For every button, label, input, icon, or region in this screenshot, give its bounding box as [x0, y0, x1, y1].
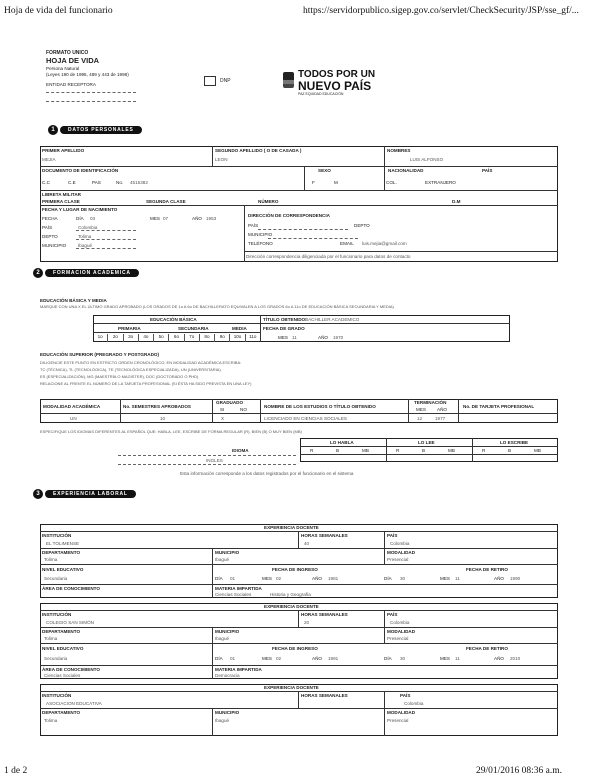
habla-r: R [310, 448, 314, 453]
grades-row [93, 334, 260, 342]
fecha-ingreso-label: FECHA DE INGRESO [272, 567, 318, 572]
lee-b: B [422, 448, 426, 453]
retiro-dia-value: 30 [400, 656, 406, 661]
section-1-header [48, 125, 142, 135]
print-datetime: 29/01/2016 08:36 a.m. [476, 766, 563, 776]
retiro-mes-value: 11 [455, 576, 460, 581]
section-label: FORMACION ACADEMICA [45, 269, 139, 277]
grade-cell: 4o [139, 334, 154, 342]
lee-r: R [396, 448, 400, 453]
institucion-label: INSTITUCIÓN [42, 693, 72, 698]
grade-cell: 11o [249, 334, 257, 339]
institucion-value: ASOCIACION EDUCATIVA [46, 701, 102, 706]
direccion-label: DIRECCIÓN DE CORRESPONDENCIA [248, 213, 330, 218]
media-label: MEDIA [232, 326, 247, 331]
superior-line: DILIGENCIE ESTE PUNTO EN ESTRICTO ORDEN CRONOLÓGICO, EN MODALIDAD ACADÉMICA ESCRIBA: [40, 360, 242, 365]
doc-no-value: 4515382 [130, 180, 148, 185]
email-value: luis.mejia@gmail.com [362, 241, 407, 246]
grade-cell: 1o [93, 334, 108, 342]
habla-mb: MB [362, 448, 369, 453]
documento-label: DOCUMENTO DE IDENTIFICACIÓN [42, 168, 119, 173]
nivel-label: NIVEL EDUCATIVO [42, 567, 84, 572]
libreta-label: LIBRETA MILITAR [42, 192, 81, 197]
section-number: 1 [48, 125, 58, 135]
page-counter: 1 de 2 [4, 766, 28, 776]
area-value: Ciencias Sociales [215, 592, 252, 597]
libreta-dm: D.M [452, 199, 461, 204]
retiro-mes-label: MES [440, 576, 450, 581]
nac-depto-value: Tolima [78, 234, 92, 239]
pais-value: Colombia [390, 620, 410, 625]
row-semestres: 10 [160, 416, 166, 421]
segundo-apellido-label: SEGUNDO APELLIDO ( O DE CASADA ) [215, 148, 302, 153]
graduado-no: NO [240, 407, 247, 412]
dia-value: 03 [90, 216, 96, 221]
retiro-anio-value: 2010 [510, 656, 521, 661]
ingreso-dia-label: DÍA [215, 656, 223, 661]
materia-label: MATERIA IMPARTIDA [215, 586, 262, 591]
row-graduado: X [221, 416, 225, 421]
idioma-value: INGLES [206, 458, 223, 463]
form-subtitle: Persona Natural [46, 66, 80, 71]
section-2-header [33, 268, 139, 278]
experience-block [40, 603, 558, 679]
institucion-value: EL TOLIMENSE [46, 541, 80, 546]
pais-value: Colombia [390, 541, 410, 546]
grado-anio-value: 1970 [333, 335, 344, 340]
email-label: EMAIL [340, 241, 354, 246]
departamento-value: Tolima [44, 557, 58, 562]
sexo-m: M [334, 180, 338, 185]
institucion-label: INSTITUCIÓN [42, 612, 72, 617]
titulo-obtenido-label: TÍTULO OBTENIDO: [263, 317, 307, 322]
segunda-clase: SEGUNDA CLASE [146, 199, 186, 204]
materia-value: Democracia [215, 673, 240, 678]
experience-heading: EXPERIENCIA DOCENTE [264, 525, 319, 530]
superior-line: ES (ESPECIALIZACIÓN), MG (MAESTRÍA O MAGISTER), DOC (DOCTORADO O PHD) [40, 374, 199, 379]
primera-clase: PRIMERA CLASE [42, 199, 80, 204]
ingreso-dia-value: 01 [230, 656, 236, 661]
grade-cell: 3o [124, 334, 139, 342]
horas-label: HORAS SEMANALES [301, 693, 348, 698]
mes-label: MES [150, 216, 160, 221]
horas-value: 40 [304, 541, 310, 546]
departamento-label: DEPARTAMENTO [42, 710, 81, 715]
grade-cell: 5o [154, 334, 169, 342]
institucion-label: INSTITUCIÓN [42, 533, 72, 538]
institucion-value: COLEGIO SAN SIMÓN [46, 620, 94, 625]
graduado-si: SI [220, 407, 225, 412]
grado-mes-label: MES [278, 335, 288, 340]
nivel-value: Secundaria [44, 576, 68, 581]
browser-page-title: Hoja de vida del funcionario [4, 6, 113, 16]
municipio-label: MUNICIPIO [215, 550, 240, 555]
nivel-label: NIVEL EDUCATIVO [42, 646, 84, 651]
materia-label: MATERIA IMPARTIDA [215, 667, 262, 672]
fecha-retiro-label: FECHA DE RETIRO [466, 567, 508, 572]
horas-value: 20 [304, 620, 310, 625]
grado-anio-label: AÑO [318, 335, 328, 340]
basica-title: EDUCACIÓN BÁSICA Y MEDIA [40, 298, 107, 303]
pais-label: PAÍS [387, 533, 398, 538]
grade-cell: 10o [230, 334, 245, 342]
horas-label: HORAS SEMANALES [301, 612, 348, 617]
retiro-mes-value: 11 [455, 656, 460, 661]
area-value: Ciencias Sociales [44, 673, 81, 678]
browser-url[interactable]: https://servidorpublico.sigep.gov.co/servlet/CheckSecurity/JSP/sse_gf/... [303, 6, 579, 16]
pais-label: PAÍS [387, 612, 398, 617]
dnp-shield-icon [204, 76, 216, 86]
municipio-value: Ibagué [215, 557, 230, 562]
lo-escribe-label: LO ESCRIBE [500, 440, 529, 445]
superior-line: RELACIONE AL FRENTE EL NÚMERO DE LA TARJETA PROFESIONAL (SI ÉSTA HA SIDO PREVISTA EN UNA LEY) [40, 381, 252, 386]
experience-heading: EXPERIENCIA DOCENTE [264, 685, 319, 690]
grade-cell: 8o [200, 334, 215, 342]
ingreso-anio-value: 1991 [328, 656, 339, 661]
form-law: (Leyes 190 de 1995, 489 y 443 de 1998) [46, 72, 129, 77]
fecha-retiro-label: FECHA DE RETIRO [466, 646, 508, 651]
habla-b: B [336, 448, 340, 453]
logo-line2: NUEVO PAÍS [298, 79, 372, 93]
nivel-value: Secundaria [44, 656, 68, 661]
doc-type-cc: C.C [42, 180, 50, 185]
grade-cell: 7o [185, 334, 200, 342]
lo-habla-label: LO HABLA [330, 440, 354, 445]
nac-pais-label: PAÍS [42, 225, 53, 230]
ingreso-dia-label: DÍA [215, 576, 223, 581]
form-title: HOJA DE VIDA [46, 56, 100, 65]
escribe-mb: MB [534, 448, 541, 453]
terminacion-anio: AÑO [437, 407, 447, 412]
nombres-value: LUIS ALFONSO [410, 157, 444, 162]
nombres-label: NOMBRES [387, 148, 411, 153]
section-3-header [33, 489, 136, 499]
retiro-mes-label: MES [440, 656, 450, 661]
edu-basica-label: EDUCACIÓN BÁSICA [150, 317, 197, 322]
lo-lee-label: LO LEE [418, 440, 435, 445]
municipio-value: Ibagué [215, 718, 230, 723]
ingreso-anio-label: AÑO [312, 576, 322, 581]
form-format-label: FORMATO UNICO [46, 50, 89, 56]
terminacion-label: TERMINACIÓN [414, 400, 447, 405]
dir-depto-label: DEPTO [354, 223, 370, 228]
ingreso-anio-value: 1981 [328, 576, 339, 581]
municipio-label: MUNICIPIO [215, 710, 240, 715]
superior-title: EDUCACIÓN SUPERIOR (PREGRADO Y POSTGRADO) [40, 352, 160, 357]
modalidad-label: MODALIDAD [387, 710, 416, 715]
fecha-grado-label: FECHA DE GRADO [263, 326, 305, 331]
section-label: EXPERIENCIA LABORAL [45, 490, 136, 498]
idioma-label: IDIOMA [232, 448, 249, 453]
modalidad-value: Presencial [387, 557, 409, 562]
row-modalidad: UN [70, 416, 77, 421]
retiro-anio-label: AÑO [494, 576, 504, 581]
idiomas-instructions: ESPECIFIQUE LOS IDIOMAS DIFERENTES AL ESPAÑOL QUE: HABLA, LEE, ESCRIBE DE FORMA REGULAR (R), BIEN (B) O MUY BIEN (MB) [40, 429, 302, 434]
experience-block [40, 524, 558, 598]
retiro-anio-label: AÑO [494, 656, 504, 661]
departamento-value: Tolima [44, 718, 58, 723]
dnp-label: DNP [220, 78, 231, 84]
retiro-dia-value: 30 [400, 576, 406, 581]
titulo-obtenido-value: BACHILLER ACADEMICO [305, 317, 360, 322]
primaria-label: PRIMARIA [118, 326, 141, 331]
lee-mb: MB [448, 448, 455, 453]
area-label: ÁREA DE CONOCIMIENTO [42, 667, 100, 672]
nac-municipio-value: Ibagué [78, 243, 93, 248]
primer-apellido-value: MEJIA [42, 157, 56, 162]
pais-value: Colombia [404, 701, 424, 706]
modalidad-label: MODALIDAD [387, 550, 416, 555]
nacionalidad-extranjero: EXTRANJERO [425, 180, 456, 185]
modalidad-value: Presencial [387, 718, 409, 723]
retiro-dia-label: DÍA [384, 576, 392, 581]
modalidad-label: MODALIDAD ACADÉMICA [43, 404, 101, 409]
nombre-estudios-label: NOMBRE DE LOS ESTUDIOS O TÍTULO OBTENIDO [264, 404, 376, 409]
experience-heading: EXPERIENCIA DOCENTE [264, 604, 319, 609]
fecha-label: FECHA [42, 216, 58, 221]
dir-pais-label: PAÍS [248, 223, 259, 228]
dia-label: DÍA [76, 216, 84, 221]
tarjeta-label: No. DE TARJETA PROFESIONAL [463, 404, 535, 409]
mes-value: 07 [163, 216, 169, 221]
grade-cell: 6o [169, 334, 184, 342]
anio-label: AÑO [192, 216, 202, 221]
row-mes: 12 [417, 416, 423, 421]
modalidad-label: MODALIDAD [387, 629, 416, 634]
basica-instructions: MARQUE CON UNA X EL ÚLTIMO GRADO APROBADO (LOS GRADOS DE 1o A 6o DE BACHILLERATO EQUIVALEN A LOS GRADOS 6o A 11o DE EDUCACIÓN BÁSICA SECUNDARIA Y MEDIA) [40, 304, 394, 309]
nac-pais-value: Colombia [78, 225, 98, 230]
grado-mes-value: 11 [292, 335, 297, 340]
departamento-label: DEPARTAMENTO [42, 550, 81, 555]
logo-line1: TODOS POR UN [298, 69, 376, 80]
libreta-numero: NÚMERO [258, 199, 279, 204]
departamento-value: Tolima [44, 636, 58, 641]
row-nombre: LICENCIADO EN CIENCIAS SOCIALES [264, 416, 347, 421]
horas-label: HORAS SEMANALES [301, 533, 348, 538]
ingreso-anio-label: AÑO [312, 656, 322, 661]
personal-note: Dirección correspondencia diligenciada por el funcionario para datos de contacto [246, 254, 411, 259]
dir-municipio-label: MUNICIPIO [248, 232, 273, 237]
modalidad-value: Presencial [387, 636, 409, 641]
pais-label: PAÍS [482, 168, 493, 173]
departamento-label: DEPARTAMENTO [42, 629, 81, 634]
sexo-label: SEXO [318, 168, 331, 173]
area-label: ÁREA DE CONOCIMIENTO [42, 586, 100, 591]
superior-line: TC (TÉCNICA), TL (TECNOLÓGICA), TE (TECNOLÓGICA ESPECIALIZADA), UN (UNIVERSITARIA) [40, 367, 221, 372]
sexo-f: F [312, 180, 315, 185]
ingreso-mes-value: 02 [276, 576, 282, 581]
section-number: 2 [33, 268, 43, 278]
entity-label: ENTIDAD RECEPTORA [46, 82, 96, 87]
nacionalidad-col: COL. [386, 180, 397, 185]
nacionalidad-label: NACIONALIDAD [388, 168, 424, 173]
anio-value: 1953 [206, 216, 217, 221]
nac-municipio-label: MUNICIPIO [42, 243, 67, 248]
section-label: DATOS PERSONALES [60, 126, 142, 134]
retiro-anio-value: 1990 [510, 576, 521, 581]
colombia-flag-icon [283, 72, 294, 88]
nac-depto-label: DEPTO [42, 234, 58, 239]
segundo-apellido-value: LEON [215, 157, 228, 162]
ingreso-mes-value: 02 [276, 656, 282, 661]
grade-cell: 2o [108, 334, 123, 342]
ingreso-mes-label: MES [262, 656, 272, 661]
escribe-b: B [508, 448, 512, 453]
municipio-label: MUNICIPIO [215, 629, 240, 634]
escribe-r: R [482, 448, 486, 453]
pais-label: PAÍS [400, 693, 411, 698]
ingreso-dia-value: 01 [230, 576, 236, 581]
telefono-label: TELÉFONO [248, 241, 273, 246]
section-number: 3 [33, 489, 43, 499]
row-anio: 1977 [435, 416, 446, 421]
fecha-ingreso-label: FECHA DE INGRESO [272, 646, 318, 651]
materia-value: Historia y Geografía [270, 592, 311, 597]
terminacion-mes: MES [416, 407, 426, 412]
retiro-dia-label: DÍA [384, 656, 392, 661]
secundaria-label: SECUNDARIA [178, 326, 209, 331]
graduado-label: GRADUADO [216, 400, 244, 405]
doc-type-ce: C.E [68, 180, 76, 185]
personal-data-table [40, 146, 558, 262]
ingreso-mes-label: MES [262, 576, 272, 581]
grade-cell: 9o [215, 334, 230, 342]
doc-no-label: No. [116, 180, 124, 185]
municipio-value: Ibagué [215, 636, 230, 641]
doc-type-pas: PAS [92, 180, 101, 185]
primer-apellido-label: PRIMER APELLIDO [42, 148, 85, 153]
education-footnote: Esta información corresponde a los datos registrados por el funcionario en el sistema [180, 471, 354, 476]
semestres-label: No. SEMESTRES APROBADOS [123, 404, 191, 409]
fecha-nacimiento-label: FECHA Y LUGAR DE NACIMIENTO [42, 207, 118, 212]
logo-line3: PAZ EQUIDAD EDUCACIÓN [298, 92, 344, 96]
